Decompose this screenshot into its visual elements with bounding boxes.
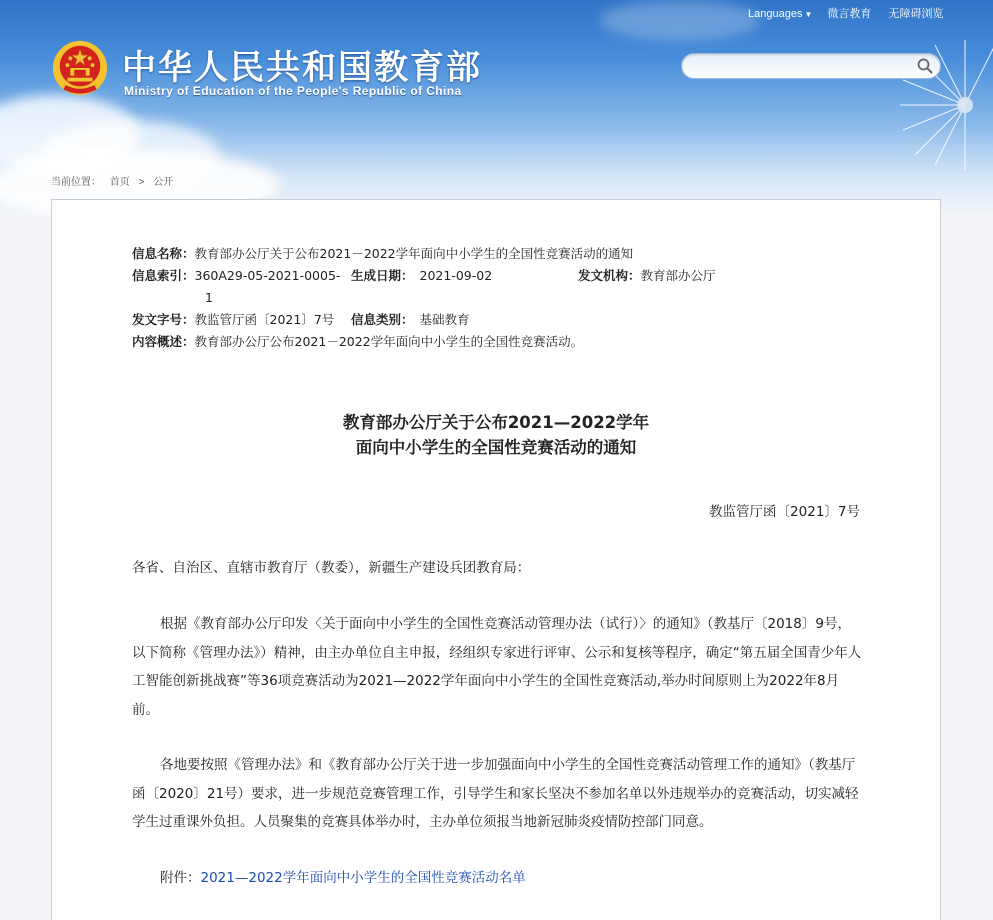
- document-title-line1: 教育部办公厅关于公布2021—2022学年: [342, 413, 650, 432]
- index-value: 360A29-05-2021-0005-: [194, 268, 341, 283]
- salutation: 各省、自治区、直辖市教育厅（教委），新疆生产建设兵团教育局：: [132, 560, 531, 576]
- org-value: 教育部办公厅: [640, 268, 716, 283]
- docno-label: 发文字号：: [132, 312, 195, 327]
- summary-value: 教育部办公厅公布2021－2022学年面向中小学生的全国性竞赛活动。: [194, 334, 584, 349]
- info-meta-table: [132, 243, 812, 353]
- chevron-down-icon[interactable]: ▼: [804, 10, 813, 19]
- index-label: 信息索引：: [132, 268, 195, 283]
- breadcrumb: [51, 173, 179, 188]
- search-input[interactable]: [692, 54, 916, 78]
- meta-row-name: [132, 243, 633, 265]
- summary-label: 内容概述：: [132, 334, 195, 349]
- attachment-link[interactable]: 2021—2022学年面向中小学生的全国性竞赛活动名单: [200, 870, 526, 886]
- site-title: 中华人民共和国教育部: [122, 48, 482, 88]
- document-title: [52, 410, 940, 460]
- name-value: 教育部办公厅关于公布2021－2022学年面向中小学生的全国性竞赛活动的通知: [194, 246, 634, 261]
- weiyan-jiaoyu-link[interactable]: 微言教育: [827, 8, 872, 20]
- header-banner: [0, 0, 993, 215]
- docno-value: 教监管厅函〔2021〕7号: [194, 312, 335, 327]
- meta-row-date: [351, 265, 492, 287]
- languages-link[interactable]: Languages: [748, 8, 803, 20]
- document-title-line2: 面向中小学生的全国性竞赛活动的通知: [355, 438, 637, 457]
- content-box: [51, 199, 941, 920]
- search-box: [681, 53, 941, 79]
- paragraph-2: 各地要按照《管理办法》和《教育部办公厅关于进一步加强面向中小学生的全国性竞赛活动管理工作的通知》（教基厅函〔2020〕21号）要求，进一步规范竞赛管理工作，引导学生和家长坚决不参加名单以外违规举办的竞赛活动，切实减轻学生过重课外负担。人员聚集的竞赛具体举办时，主办单位须报当地新冠肺炎疫情防控部门同意。: [132, 757, 859, 830]
- breadcrumb-prefix: 当前位置：: [51, 177, 101, 188]
- top-links: [748, 5, 958, 21]
- date-label: 生成日期：: [351, 268, 414, 283]
- document-number: 教监管厅函〔2021〕7号: [709, 504, 860, 520]
- accessibility-link[interactable]: 无障碍浏览: [888, 8, 944, 20]
- org-label: 发文机构：: [578, 268, 641, 283]
- meta-row-org: [578, 265, 716, 287]
- meta-row-docno: [132, 309, 334, 331]
- attachment-label: 附件：: [160, 870, 201, 886]
- category-label: 信息类别：: [351, 312, 414, 327]
- name-label: 信息名称：: [132, 246, 195, 261]
- meta-row-summary: [132, 331, 583, 353]
- national-emblem-icon: [51, 39, 109, 97]
- search-icon[interactable]: [916, 57, 934, 75]
- breadcrumb-separator: >: [138, 177, 145, 188]
- breadcrumb-home[interactable]: 首页: [109, 177, 130, 188]
- category-value: 基础教育: [419, 312, 470, 327]
- attachment-line: [132, 864, 862, 893]
- site-subtitle: Ministry of Education of the People's Republic of China: [124, 84, 462, 98]
- meta-row-index: [132, 265, 340, 287]
- breadcrumb-public[interactable]: 公开: [153, 177, 174, 188]
- paragraph-1: 根据《教育部办公厅印发〈关于面向中小学生的全国性竞赛活动管理办法（试行）〉的通知》（教基厅〔2018〕9号，以下简称《管理办法》）精神，由主办单位自主申报，经组织专家进行评审、公示和复核等程序，确定“第五届全国青少年人工智能创新挑战赛”等36项竞赛活动为2021—2022学年面向中小学生的全国性竞赛活动,举办时间原则上为2022年8月前。: [132, 616, 862, 718]
- date-value: 2021-09-02: [419, 268, 493, 283]
- meta-row-category: [351, 309, 470, 331]
- index-value-continued: 1: [205, 290, 213, 305]
- sky-cloud: [600, 0, 760, 40]
